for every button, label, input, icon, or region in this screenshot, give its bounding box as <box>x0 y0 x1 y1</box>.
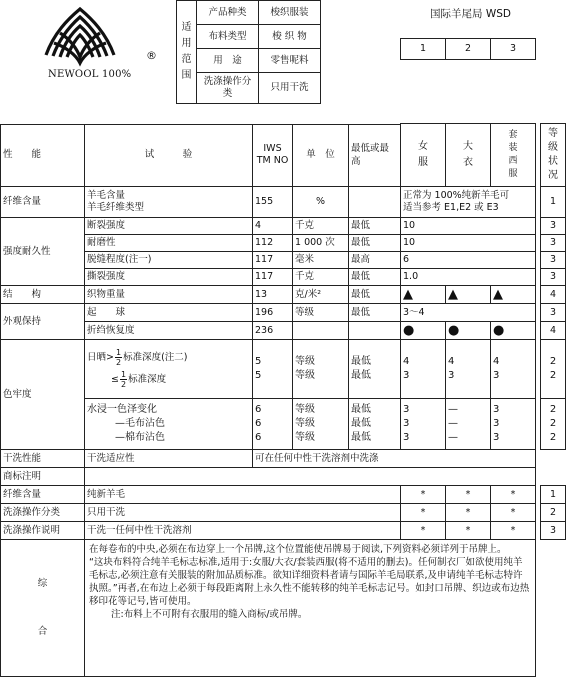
dot-icon: ● <box>401 322 446 340</box>
value-tear: 1.0 <box>401 269 536 286</box>
scope-key: 产品种类 <box>197 1 259 25</box>
value-fiber-label: * <box>446 486 491 504</box>
grade-fiber: 1 <box>541 187 566 218</box>
value-water-1: 3 3 3 <box>401 399 446 450</box>
column-header-table <box>400 38 536 60</box>
grade-wash-class: 2 <box>541 504 566 522</box>
test-wash-note: 干洗一任何中性干洗溶剂 <box>85 522 401 540</box>
mm-water: 最低 最低 最低 <box>349 399 401 450</box>
value-water-2: — — — <box>446 399 491 450</box>
scope-key: 布料类型 <box>197 25 259 49</box>
header-test: 试 验 <box>85 124 253 187</box>
unit-tear: 千克 <box>293 269 349 286</box>
mm-tear: 最低 <box>349 269 401 286</box>
value-wash-class: * <box>401 504 446 522</box>
test-crease: 折绉恢复度 <box>85 322 253 340</box>
value-seam: 6 <box>401 252 536 269</box>
header-performance: 性 能 <box>1 124 85 187</box>
iws-pilling: 196 <box>253 304 293 322</box>
test-seam: 脱缝程度(注一) <box>85 252 253 269</box>
unit-seam: 毫米 <box>293 252 349 269</box>
woolmark-icon <box>40 3 120 65</box>
iws-crease: 236 <box>253 322 293 340</box>
test-dryclean: 干洗适应性 <box>85 450 253 468</box>
mm-weight: 最低 <box>349 286 401 304</box>
column-name-coat: 大衣 <box>446 124 491 187</box>
value-break: 10 <box>401 218 536 235</box>
perf-color: 色牢度 <box>1 340 85 450</box>
column-number: 3 <box>491 39 536 60</box>
test-wash-class: 只用干洗 <box>85 504 401 522</box>
value-fiber-label: * <box>401 486 446 504</box>
value-wash-note: * <box>401 522 446 540</box>
triangle-icon: ▲ <box>401 286 446 304</box>
test-water: 水浸一色泽变化 —毛布沾色 —棉布沾色 <box>85 399 253 450</box>
scope-key: 用 途 <box>197 49 259 73</box>
test-tear: 撕裂强度 <box>85 269 253 286</box>
test-fiber: 羊毛含量 羊毛纤维类型 <box>85 187 253 218</box>
scope-table <box>176 0 321 104</box>
summary-label: 综 合 <box>1 540 85 677</box>
test-weight: 织物重量 <box>85 286 253 304</box>
column-name-women: 女服 <box>401 124 446 187</box>
iws-fiber: 155 <box>253 187 293 218</box>
grade-crease: 4 <box>541 322 566 340</box>
column-name-suit: 套装西服 <box>491 124 536 187</box>
iws-water: 6 6 6 <box>253 399 293 450</box>
mm-abrasion: 最低 <box>349 235 401 252</box>
unit-abrasion: 1 000 次 <box>293 235 349 252</box>
note-dryclean: 可在任何中性干洗溶剂中洗涤 <box>253 450 536 468</box>
test-break: 断裂强度 <box>85 218 253 235</box>
test-pilling: 起 球 <box>85 304 253 322</box>
value-pilling: 3～4 <box>401 304 536 322</box>
triangle-icon: ▲ <box>446 286 491 304</box>
grade-header: 等级状况 <box>541 124 566 187</box>
test-abrasion: 耐磨性 <box>85 235 253 252</box>
value-sun-1: 4 3 <box>401 340 446 399</box>
header-minmax: 最低或最高 <box>349 124 401 187</box>
dot-icon: ● <box>491 322 536 340</box>
mm-break: 最低 <box>349 218 401 235</box>
column-number: 1 <box>401 39 446 60</box>
value-wash-class: * <box>491 504 536 522</box>
iws-seam: 117 <box>253 252 293 269</box>
header-unit: 单 位 <box>293 124 349 187</box>
perf-dryclean: 干洗性能 <box>1 450 85 468</box>
perf-wash-class: 洗涤操作分类 <box>1 504 85 522</box>
unit-pilling: 等级 <box>293 304 349 322</box>
iws-weight: 13 <box>253 286 293 304</box>
perf-wash-note: 洗涤操作说明 <box>1 522 85 540</box>
value-wash-note: * <box>491 522 536 540</box>
wsd-title: 国际羊尾局 WSD <box>430 8 511 20</box>
grade-sun: 2 2 <box>541 340 566 399</box>
iws-tear: 117 <box>253 269 293 286</box>
triangle-icon: ▲ <box>491 286 536 304</box>
scope-key: 洗涤操作分 类 <box>197 73 259 104</box>
value-water-3: 3 3 3 <box>491 399 536 450</box>
grade-weight: 4 <box>541 286 566 304</box>
value-sun-2: 4 3 <box>446 340 491 399</box>
registered-mark: ® <box>146 49 157 62</box>
column-number: 2 <box>446 39 491 60</box>
summary-text: 在每卷布的中央,必须在布边穿上一个吊牌,这个位置能使吊牌易于阅读,下列资料必须详列于吊牌上。 “这块布料符合纯羊毛标志标准,适用于:女服/大衣/套装西服(将不适用的删去)。任何制衣厂如欲使用纯羊毛标志,必须注意有关服装的附加品质标准。欲知详细资料者请与国际羊毛局联系,及申请纯羊毛标志特许执照。”再者,在布边上必须于每段距离附上永久性不能转移的纯羊毛标志记号。如封口吊牌、织边或布边热移印花等记号,皆可使用。 注:布料上不可附有衣服用的缝入商标/或吊牌。 <box>85 540 536 677</box>
iws-break: 4 <box>253 218 293 235</box>
perf-structure: 结 构 <box>1 286 85 304</box>
value-wash-class: * <box>446 504 491 522</box>
header-iws: IWS TM NO <box>253 124 293 187</box>
mm-pilling: 最低 <box>349 304 401 322</box>
grade-break: 3 <box>541 218 566 235</box>
perf-fiber-label: 纤维含量 <box>1 486 85 504</box>
grade-fiber-label: 1 <box>541 486 566 504</box>
unit-weight: 克/米² <box>293 286 349 304</box>
value-abrasion: 10 <box>401 235 536 252</box>
iws-sun: 5 5 <box>253 340 293 399</box>
scope-value: 零售呢料 <box>259 49 321 73</box>
scope-value: 只用干洗 <box>259 73 321 104</box>
performance-table <box>0 123 566 677</box>
scope-value: 梭 织 物 <box>259 25 321 49</box>
mm-seam: 最高 <box>349 252 401 269</box>
perf-trademark: 商标注明 <box>1 468 85 486</box>
dot-icon: ● <box>446 322 491 340</box>
unit-fiber: % <box>293 187 349 218</box>
unit-break: 千克 <box>293 218 349 235</box>
grade-water: 2 2 2 <box>541 399 566 450</box>
value-fiber-label: * <box>491 486 536 504</box>
perf-fiber: 纤维含量 <box>1 187 85 218</box>
test-fiber-label: 纯新羊毛 <box>85 486 401 504</box>
brand-text: NEWOOL 100% <box>48 69 132 80</box>
mm-sun: 最低 最低 <box>349 340 401 399</box>
unit-water: 等级 等级 等级 <box>293 399 349 450</box>
scope-value: 梭织服装 <box>259 1 321 25</box>
perf-strength: 强度耐久性 <box>1 218 85 286</box>
grade-pilling: 3 <box>541 304 566 322</box>
grade-seam: 3 <box>541 252 566 269</box>
value-sun-3: 4 3 <box>491 340 536 399</box>
note-fiber: 正常为 100%纯新羊毛可 适当参考 E1,E2 或 E3 <box>401 187 536 218</box>
unit-sun: 等级 等级 <box>293 340 349 399</box>
grade-abrasion: 3 <box>541 235 566 252</box>
scope-label: 适用范围 <box>177 1 197 104</box>
woolmark-logo <box>40 3 170 93</box>
grade-wash-note: 3 <box>541 522 566 540</box>
grade-tear: 3 <box>541 269 566 286</box>
test-sun: 日晒> $\frac{1}{2}$ 标准深度(注二) ≤ $\frac{1}{2}$ 标准深度 <box>85 340 253 399</box>
value-wash-note: * <box>446 522 491 540</box>
iws-abrasion: 112 <box>253 235 293 252</box>
perf-appearance: 外观保持 <box>1 304 85 340</box>
